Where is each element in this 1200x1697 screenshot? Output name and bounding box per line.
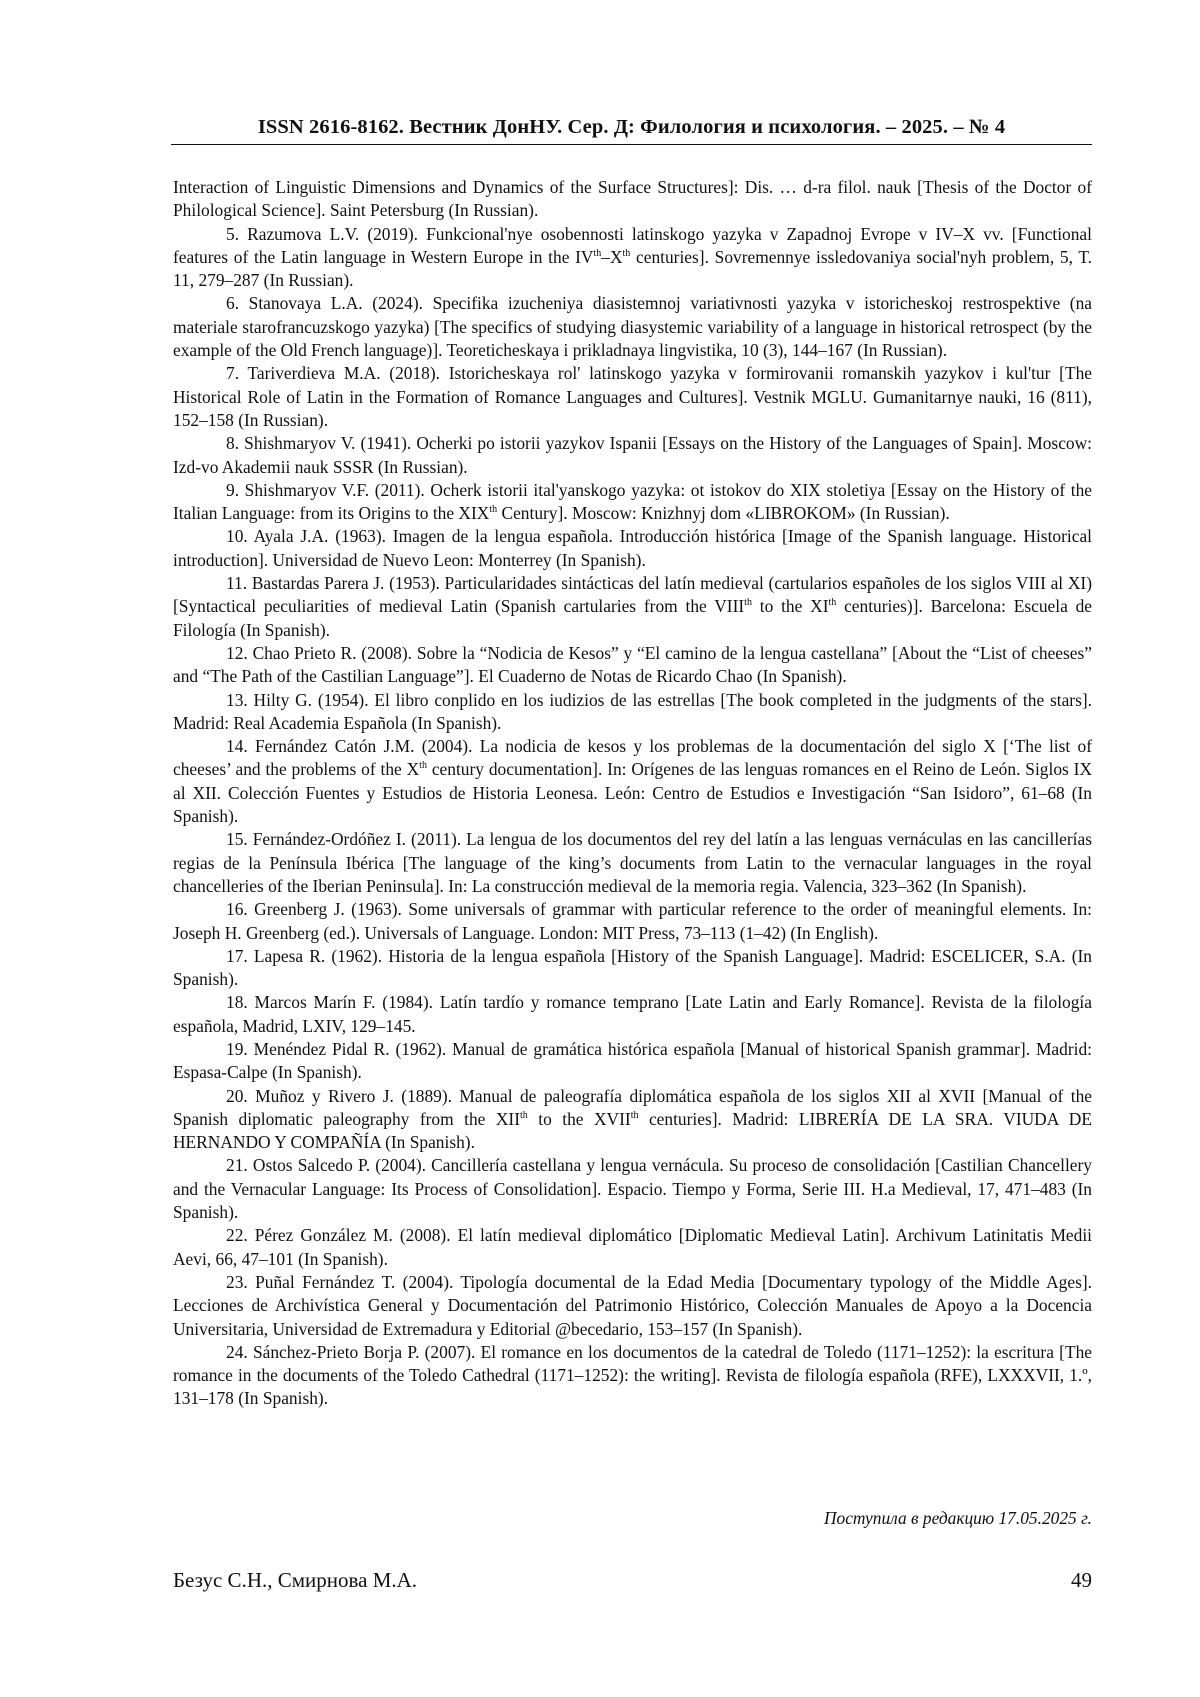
footer-authors: Безус С.Н., Смирнова М.А. <box>173 1568 418 1592</box>
reference-9: 9. Shishmaryov V.F. (2011). Ocherk istorii ital'yanskogo yazyka: ot istokov do XIX stoletiya [Essay on the History of the Italian Language: from its Origins to the XIXth Century]. Moscow: Knizhnyj dom «LIBROKOM» (In Russian). <box>173 479 1092 524</box>
reference-15: 15. Fernández-Ordóñez I. (2011). La lengua de los documentos del rey del latín a las lenguas vernáculas en las cancillerías regias de la Península Ibérica [The language of the king’s documents from Latin to the vernacular languages in the royal chancelleries of the Iberian Peninsula]. In: La construcción medieval de la memoria regia. Valencia, 323–362 (In Spanish). <box>173 829 1092 896</box>
running-header: ISSN 2616-8162. Вестник ДонНУ. Сер. Д: Филология и психология. – 2025. – № 4 <box>257 116 1006 138</box>
reference-19: 19. Menéndez Pidal R. (1962). Manual de gramática histórica española [Manual of historical Spanish grammar]. Madrid: Espasa-Calpe (In Spanish). <box>173 1038 1092 1083</box>
reference-list <box>173 176 1092 1411</box>
reference-22: 22. Pérez González M. (2008). El latín medieval diplomático [Diplomatic Medieval Latin]. Archivum Latinitatis Medii Aevi, 66, 47–101 (In Spanish). <box>173 1225 1092 1269</box>
page-number: 49 <box>1071 1568 1092 1592</box>
reference-23: 23. Puñal Fernández T. (2004). Tipología documental de la Edad Media [Documentary typology of the Middle Ages]. Lecciones de Archivística General y Documentación del Patrimonio Histórico, Colección Manuales de Apoyo a la Docencia Universitaria, Universidad de Extremadura y Editorial @becedario, 153–157 (In Spanish). <box>173 1271 1092 1339</box>
received-date-note: Поступила в редакцию 17.05.2025 г. <box>823 1508 1092 1528</box>
header-rule <box>171 144 1092 145</box>
reference-20: 20. Muñoz y Rivero J. (1889). Manual de paleografía diplomática española de los siglos XII al XVII [Manual of the Spanish diplomatic paleography from the XIIth to the XVIIth centuries]. Madrid: LIBRERÍA DE LA SRA. VIUDA DE HERNANDO Y COMPAÑÍA (In Spanish). <box>173 1085 1092 1153</box>
reference-7: 7. Tariverdieva M.A. (2018). Istoricheskaya rol' latinskogo yazyka v formirovanii romanskih yazykov i kul'tur [The Historical Role of Latin in the Formation of Romance Languages and Cultures]. Vestnik MGLU. Gumanitarnye nauki, 16 (811), 152–158 (In Russian). <box>173 363 1092 430</box>
reference-6: 6. Stanovaya L.A. (2024). Specifika izucheniya diasistemnoj variativnosti yazyka v istoricheskoj restrospektive (na materiale starofrancuzskogo yazyka) [The specifics of studying diasystemic variability of a language in historical retrospect (by the example of the Old French language)]. Teoreticheskaya i prikladnaya lingvistika, 10 (3), 144–167 (In Russian). <box>173 293 1092 361</box>
reference-24: 24. Sánchez-Prieto Borja P. (2007). El romance en los documentos de la catedral de Toledo (1171–1252): la escritura [The romance in the documents of the Toledo Cathedral (1171–1252): the writing]. Revista de filología española (RFE), LXXXVII, 1.º, 131–178 (In Spanish). <box>173 1341 1092 1409</box>
reference-16: 16. Greenberg J. (1963). Some universals of grammar with particular reference to the order of meaningful elements. In: Joseph H. Greenberg (ed.). Universals of Language. London: MIT Press, 73–113 (1–42) (In English). <box>173 899 1092 943</box>
reference-14: 14. Fernández Catón J.M. (2004). La nodicia de kesos y los problemas de la documentación del siglo X [‘The list of cheeses’ and the problems of the Xth century documentation]. In: Orígenes de las lenguas romances en el Reino de León. Siglos IX al XII. Colección Fuentes y Estudios de Historia Leonesa. León: Centro de Estudios e Investigación “San Isidoro”, 61–68 (In Spanish). <box>173 736 1092 827</box>
reference-8: 8. Shishmaryov V. (1941). Ocherki po istorii yazykov Ispanii [Essays on the History of the Languages of Spain]. Moscow: Izd-vo Akademii nauk SSSR (In Russian). <box>173 433 1092 477</box>
reference-17: 17. Lapesa R. (1962). Historia de la lengua española [History of the Spanish Language]. Madrid: ESCELICER, S.A. (In Spanish). <box>173 945 1092 990</box>
reference-11: 11. Bastardas Parera J. (1953). Particularidades sintácticas del latín medieval (cartularios españoles de los siglos VIII al XI) [Syntactical peculiarities of medieval Latin (Spanish cartularies from the VIIIth to the XIth centuries)]. Barcelona: Escuela de Filología (In Spanish). <box>173 573 1093 640</box>
reference-5: 5. Razumova L.V. (2019). Funkcional'nye osobennosti latinskogo yazyka v Zapadnoj Evrope v IV–X vv. [Functional features of the Latin language in Western Europe in the IVth–Xth centuries]. Sovremennye issledovaniya social'nyh problem, 5, T. 11, 279–287 (In Russian). <box>173 223 1093 291</box>
reference-10: 10. Ayala J.A. (1963). Imagen de la lengua española. Introducción histórica [Image of the Spanish language. Historical introduction]. Universidad de Nuevo Leon: Monterrey (In Spanish). <box>173 526 1092 570</box>
reference-continuation: Interaction of Linguistic Dimensions and Dynamics of the Surface Structures]: Dis. … d-ra filol. nauk [Thesis of the Doctor of Philological Science]. Saint Petersburg (In Russian). <box>173 177 1092 221</box>
reference-12: 12. Chao Prieto R. (2008). Sobre la “Nodicia de Kesos” y “El camino de la lengua castellana” [About the “List of cheeses” and “The Path of the Castilian Language”]. El Cuaderno de Notas de Ricardo Chao (In Spanish). <box>173 642 1092 687</box>
reference-21: 21. Ostos Salcedo P. (2004). Cancillería castellana y lengua vernácula. Su proceso de consolidación [Castilian Chancellery and the Vernacular Language: Its Process of Consolidation]. Espacio. Tiempo y Forma, Serie III. H.a Medieval, 17, 471–483 (In Spanish). <box>173 1155 1092 1223</box>
reference-18: 18. Marcos Marín F. (1984). Latín tardío y romance temprano [Late Latin and Early Romance]. Revista de la filología española, Madrid, LXIV, 129–145. <box>173 992 1092 1036</box>
reference-13: 13. Hilty G. (1954). El libro conplido en los iudizios de las estrellas [The book completed in the judgments of the stars]. Madrid: Real Academia Española (In Spanish). <box>173 689 1092 733</box>
